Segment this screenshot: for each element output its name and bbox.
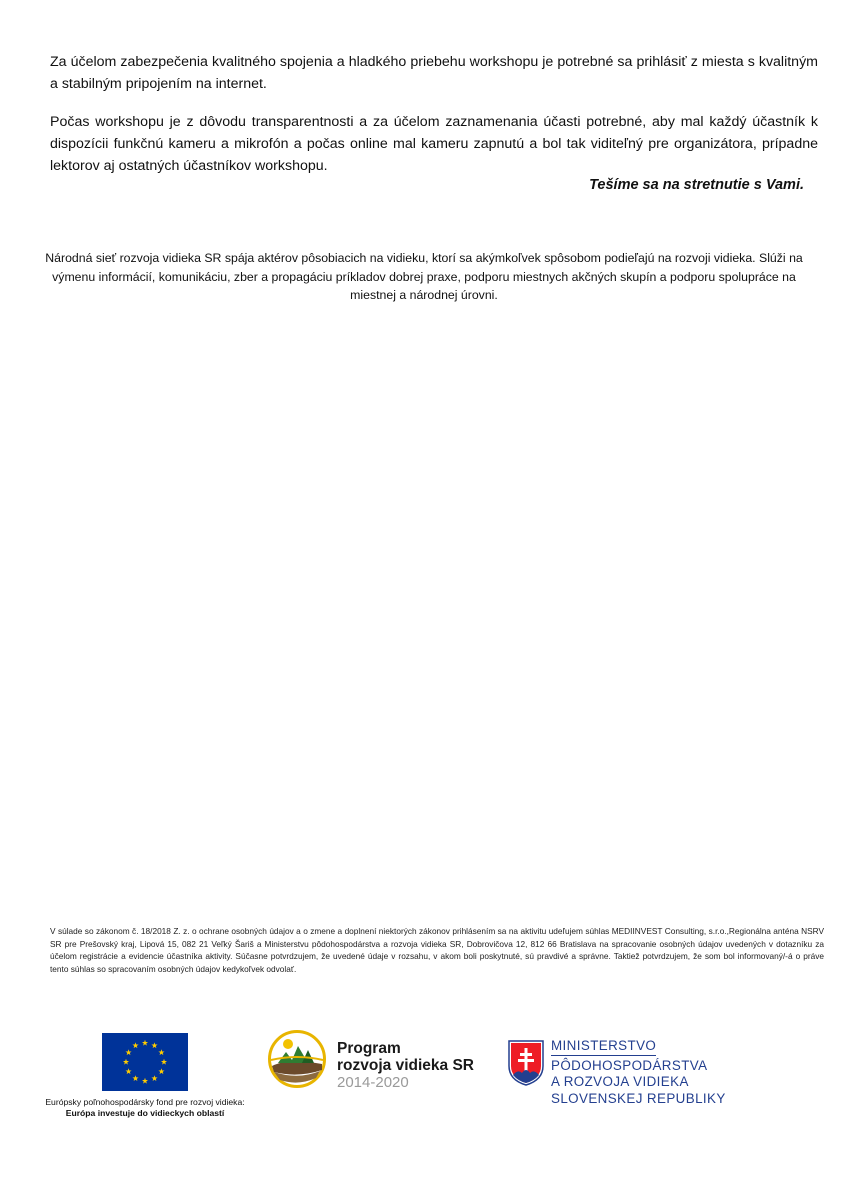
paragraph-camera: Počas workshopu je z dôvodu transparentnosti a za účelom zaznamenania účasti potrebné, aby mal každý účastník k dispozícii funkčnú kameru a mikrofón a počas online mal kameru zapnutú a bol tak viditeľný pre organizátora, prípadne lektorov aj ostatných účastníkov workshopu.	[50, 114, 818, 174]
slovak-coat-of-arms-icon	[508, 1040, 544, 1086]
network-description: Národná sieť rozvoja vidieka SR spája aktérov pôsobiacich na vidieku, ktorí sa akýmkoľvek spôsobom podieľajú na rozvoji vidieka. Slúži na výmenu informácií, komunikáciu, zber a propagáciu príkladov dobrej praxe, podporu miestnych akčných skupín a podporu spolupráce na miestnej a národnej úrovni.	[45, 251, 803, 302]
prv-logo-block	[268, 1030, 498, 1094]
prv-line2: rozvoja vidieka SR	[337, 1057, 474, 1074]
prv-line1: Program	[337, 1040, 401, 1057]
paragraph-connection: Za účelom zabezpečenia kvalitného spojenia a hladkého priebehu workshopu je potrebné sa prihlásiť z miesta s kvalitným a stabilným pripojením na internet.	[50, 54, 818, 92]
closing-greeting: Tešíme sa na stretnutie s Vami.	[589, 177, 804, 193]
prv-years: 2014-2020	[337, 1074, 409, 1091]
rural-program-emblem-icon	[268, 1030, 326, 1088]
ministry-line3: A ROZVOJA VIDIEKA	[551, 1074, 689, 1090]
ministry-line4: SLOVENSKEJ REPUBLIKY	[551, 1090, 726, 1106]
eu-caption: Európsky poľnohospodársky fond pre rozvoj vidieka:	[45, 1097, 245, 1107]
ministry-wordmark	[551, 1038, 726, 1107]
eu-flag-icon	[102, 1033, 188, 1091]
eu-logo-block	[30, 1033, 260, 1118]
ministry-line1: MINISTERSTVO	[551, 1038, 656, 1056]
ministry-logo-block	[508, 1038, 748, 1118]
prv-wordmark	[337, 1040, 474, 1091]
eu-slogan: Európa investuje do vidieckych oblastí	[65, 1108, 225, 1118]
legal-consent: V súlade so zákonom č. 18/2018 Z. z. o ochrane osobných údajov a o zmene a doplnení niektorých zákonov prihlásením sa na aktivitu udeľujem súhlas MEDIINVEST Consulting, s.r.o.,Regionálna anténa NSRV SR pre Prešovský kraj, Lipová 15, 082 21 Veľký Šariš a Ministerstvu pôdohospodárstva a rozvoja vidieka SR, Dobrovičova 12, 812 66 Bratislava na spracovanie osobných údajov uvedených v dotazníku za účelom registrácie a evidencie účastníka aktivity. Súčasne potvrdzujem, že uvedené údaje v rozsahu, v akom boli poskytnuté, sú pravdivé a správne. Taktiež potvrdzujem, že som bol informovaný/-á o práve tento súhlas so spracovaním osobných údajov kedykoľvek odvolať.	[50, 926, 824, 974]
ministry-line2: PÔDOHOSPODÁRSTVA	[551, 1058, 708, 1074]
